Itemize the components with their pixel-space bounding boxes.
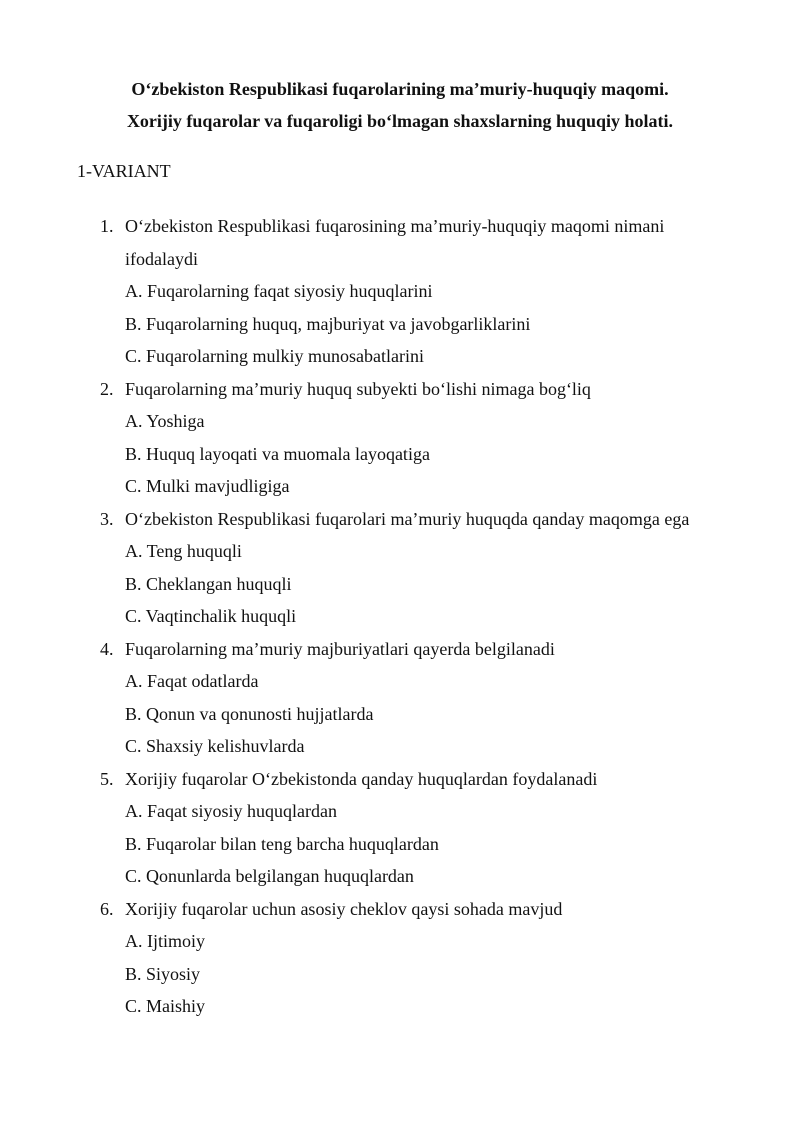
option-c: C. Maishiy [125,996,206,1016]
question-text: Fuqarolarning ma’muriy huquq subyekti bo‘lishi nimaga bog‘liq [125,378,591,399]
document-title-line-2: Xorijiy fuqarolar va fuqaroligi bo‘lmagan shaxslarning huquqiy holati. [126,111,674,131]
option-list [0,275,800,373]
option-c: C. Qonunlarda belgilangan huquqlardan [125,866,414,886]
document-title-line-1: O‘zbekiston Respublikasi fuqarolarining ma’muriy-huquqiy maqomi. [131,79,669,99]
question-item [0,210,800,373]
option-b: B. Fuqarolar bilan teng barcha huquqlardan [125,833,439,854]
option-c: C. Shaxsiy kelishuvlarda [125,736,305,756]
option-b: B. Huquq layoqati va muomala layoqatiga [125,443,430,464]
option-c: C. Fuqarolarning mulkiy munosabatlarini [125,346,424,366]
option-list [0,535,800,633]
question-item [0,893,800,1023]
option-c: C. Vaqtinchalik huquqli [125,606,297,626]
option-c: C. Mulki mavjudligiga [125,476,290,496]
variant-label: 1-VARIANT [77,161,171,181]
option-b: B. Cheklangan huquqli [125,573,292,594]
question-text: O‘zbekiston Respublikasi fuqarosining ma’muriy-huquqiy maqomi nimani ifodalaydi [125,216,665,269]
question-text: Xorijiy fuqarolar uchun asosiy cheklov qaysi sohada mavjud [125,898,563,919]
question-text: Xorijiy fuqarolar O‘zbekistonda qanday huquqlardan foydalanadi [125,768,598,789]
question-text: Fuqarolarning ma’muriy majburiyatlari qayerda belgilanadi [125,638,555,659]
question-item [0,503,800,633]
option-a: A. Yoshiga [125,411,205,431]
question-number: 6. [100,898,114,919]
option-b: B. Siyosiy [125,963,201,984]
option-a: A. Fuqarolarning faqat siyosiy huquqlarini [125,281,433,301]
option-a: A. Ijtimoiy [125,931,205,951]
option-a: A. Faqat odatlarda [125,671,259,691]
question-number: 3. [100,508,114,529]
option-a: A. Faqat siyosiy huquqlardan [125,801,337,821]
option-list [0,665,800,763]
question-list [0,210,800,1023]
question-number: 2. [100,378,114,399]
option-b: B. Fuqarolarning huquq, majburiyat va javobgarliklarini [125,313,531,334]
question-item [0,373,800,503]
option-list [0,925,800,1023]
option-list [0,795,800,893]
question-number: 5. [100,768,114,789]
question-item [0,763,800,893]
option-b: B. Qonun va qonunosti hujjatlarda [125,703,374,724]
question-number: 1. [100,216,114,236]
question-text: O‘zbekiston Respublikasi fuqarolari ma’muriy huquqda qanday maqomga ega [125,508,690,529]
question-item [0,633,800,763]
option-list [0,405,800,503]
question-number: 4. [100,638,114,659]
option-a: A. Teng huquqli [125,541,242,561]
